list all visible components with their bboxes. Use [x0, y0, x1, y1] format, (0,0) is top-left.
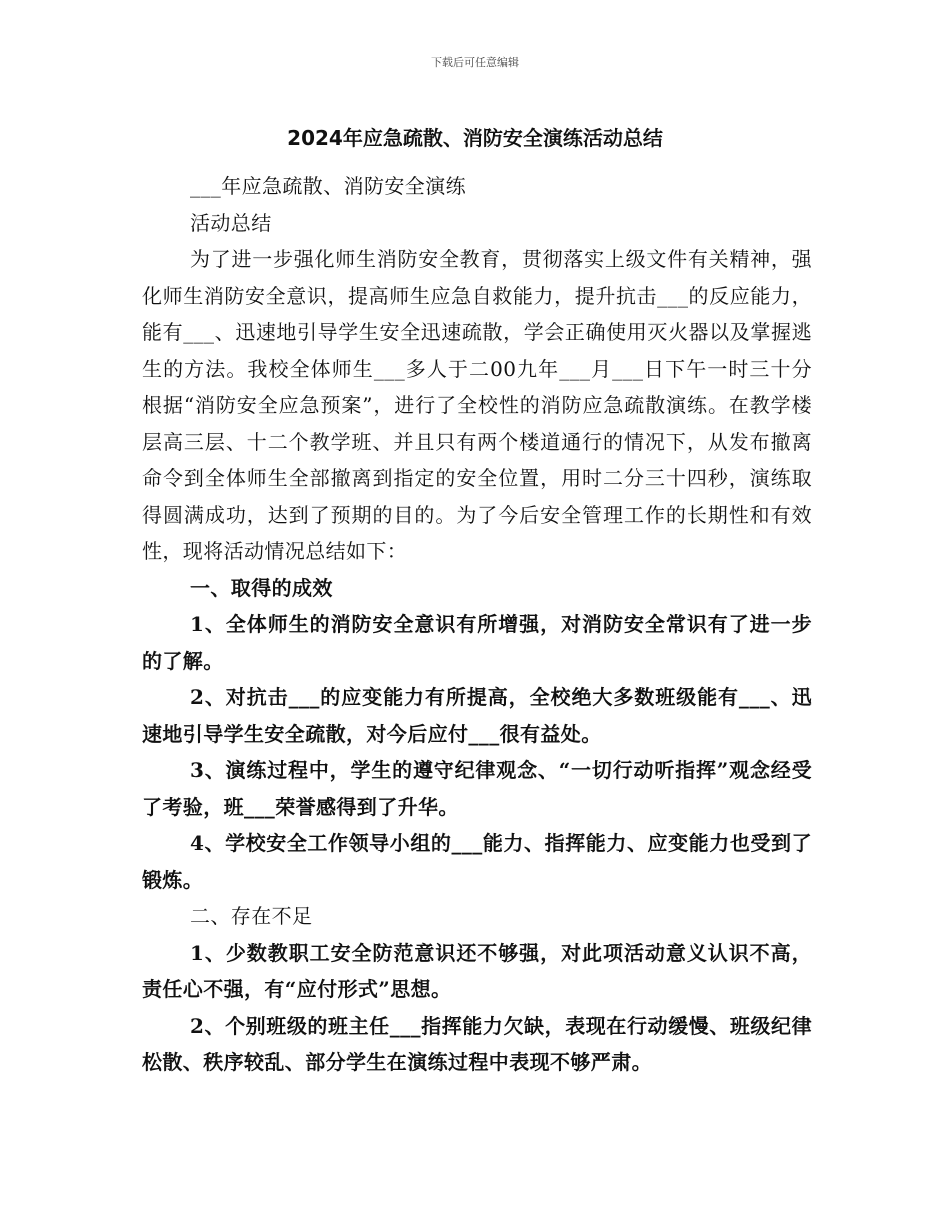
achievement-item-1: 1、全体师生的消防安全意识有所增强，对消防安全常识有了进一步的了解。	[142, 612, 812, 673]
header-note: 下载后可任意编辑	[431, 56, 519, 69]
section-heading-shortcomings: 二、存在不足	[190, 904, 313, 928]
shortcoming-item-1: 1、少数教职工安全防范意识还不够强，对此项活动意义认识不高，责任心不强，有“应付形式”思想。	[142, 940, 812, 1001]
intro-paragraph: 为了进一步强化师生消防安全教育，贯彻落实上级文件有关精神，强化师生消防安全意识，提高师生应急自救能力，提升抗击___的反应能力，能有___、迅速地引导学生安全迅速疏散，学会正确使用灭火器以及掌握逃生的方法。我校全体师生___多人于二00九年___月___日下午一时三十分根据“消防安全应急预案”，进行了全校性的消防应急疏散演练。在教学楼层高三层、十二个教学班、并且只有两个楼道通行的情况下，从发布撤离命令到全体师生全部撤离到指定的安全位置，用时二分三十四秒，演练取得圆满成功，达到了预期的目的。为了今后安全管理工作的长期性和有效性，现将活动情况总结如下：	[142, 247, 812, 563]
subtitle-line-1: ___年应急疏散、消防安全演练	[190, 174, 466, 198]
document-body	[142, 168, 812, 1081]
achievement-item-3: 3、演练过程中，学生的遵守纪律观念、“一切行动听指挥”观念经受了考验，班___荣誉感得到了升华。	[142, 758, 812, 819]
subtitle-line-2: 活动总结	[190, 210, 272, 235]
achievement-item-2: 2、对抗击___的应变能力有所提高，全校绝大多数班级能有___、迅速地引导学生安全疏散，对今后应付___很有益处。	[142, 685, 812, 746]
shortcoming-item-2: 2、个别班级的班主任___指挥能力欠缺，表现在行动缓慢、班级纪律松散、秩序较乱、部分学生在演练过程中表现不够严肃。	[142, 1013, 812, 1074]
document-title: 2024年应急疏散、消防安全演练活动总结	[287, 126, 663, 150]
section-heading-achievements: 一、取得的成效	[190, 575, 333, 600]
achievement-item-4: 4、学校安全工作领导小组的___能力、指挥能力、应变能力也受到了锻炼。	[142, 831, 812, 892]
